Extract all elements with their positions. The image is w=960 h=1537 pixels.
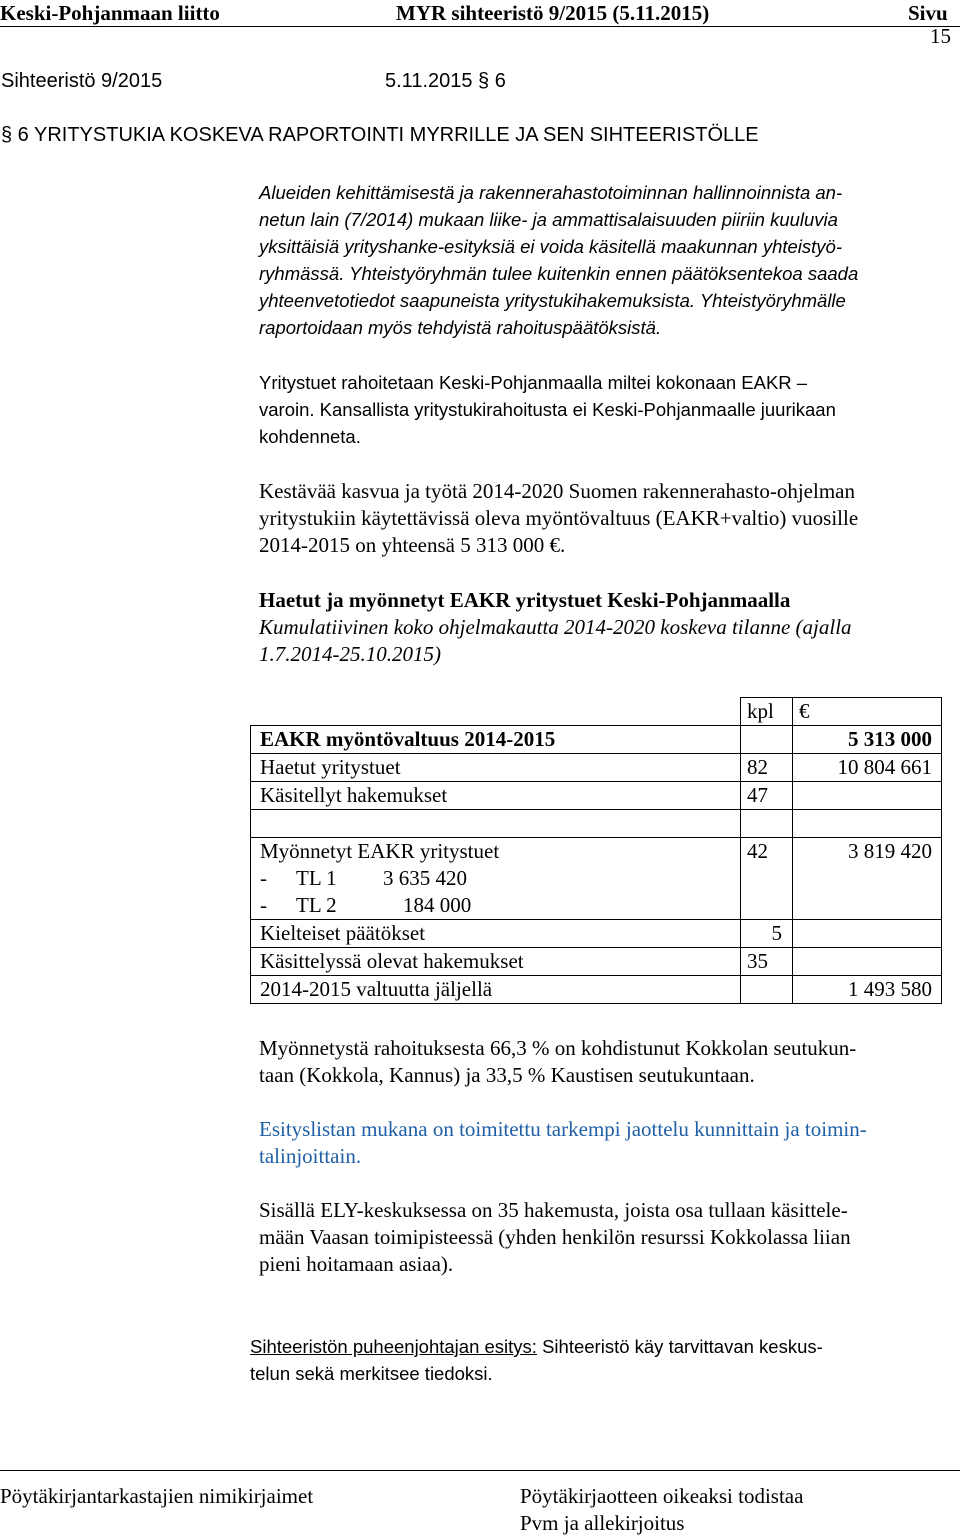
paragraph-kestavaa bbox=[259, 478, 949, 559]
section-title: § 6 YRITYSTUKIA KOSKEVA RAPORTOINTI MYRRILLE JA SEN SIHTEERISTÖLLE bbox=[1, 124, 759, 146]
text-line: talinjoittain. bbox=[259, 1144, 362, 1168]
table-subtitle: 1.7.2014-25.10.2015) bbox=[259, 642, 441, 666]
meta-right: 5.11.2015 § 6 bbox=[385, 70, 506, 92]
table-row bbox=[251, 920, 942, 948]
sub-dash: - bbox=[260, 893, 267, 917]
grant-table bbox=[250, 697, 942, 1004]
table-heading bbox=[259, 587, 949, 668]
row-kpl: 82 bbox=[741, 754, 793, 782]
table-row bbox=[251, 726, 942, 754]
text-line: taan (Kokkola, Kannus) ja 33,5 % Kaustisen seutukuntaan. bbox=[259, 1063, 755, 1087]
footer-right-line2: Pvm ja allekirjoitus bbox=[520, 1511, 685, 1535]
header-rule bbox=[0, 26, 960, 27]
row-label: EAKR myöntövaltuus 2014-2015 bbox=[251, 726, 741, 754]
text-line: raportoidaan myös tehdyistä rahoituspäätöksistä. bbox=[259, 317, 662, 338]
sub-name: TL 2 bbox=[296, 893, 337, 917]
table-header-row bbox=[251, 698, 942, 726]
row-kpl bbox=[741, 976, 793, 1004]
table-subtitle: Kumulatiivinen koko ohjelmakautta 2014-2020 koskeva tilanne (ajalla bbox=[259, 615, 852, 639]
text-line: Sisällä ELY-keskuksessa on 35 hakemusta, joista osa tullaan käsittele- bbox=[259, 1198, 848, 1222]
table-row bbox=[251, 976, 942, 1004]
sub-row bbox=[260, 865, 740, 892]
text-line: yksittäisiä yrityshanke-esityksiä ei voida käsitellä maakunnan yhteistyö- bbox=[259, 236, 843, 257]
footer-left: Pöytäkirjantarkastajien nimikirjaimet bbox=[0, 1484, 314, 1508]
row-eur bbox=[793, 810, 942, 838]
footer-rule bbox=[0, 1470, 960, 1471]
text-line: netun lain (7/2014) mukaan liike- ja ammattisalaisuuden piiriin kuuluvia bbox=[259, 209, 838, 230]
row-eur: 3 819 420 bbox=[793, 838, 942, 920]
text-line: varoin. Kansallista yritystukirahoitusta ei Keski-Pohjanmaalle juurikaan bbox=[259, 399, 836, 420]
text-line: ryhmässä. Yhteistyöryhmän tulee kuitenkin ennen päätöksentekoa saada bbox=[259, 263, 859, 284]
proposal-label: Sihteeristön puheenjohtajan esitys: bbox=[250, 1336, 537, 1357]
row-eur: 5 313 000 bbox=[793, 726, 942, 754]
row-eur: 1 493 580 bbox=[793, 976, 942, 1004]
table-row bbox=[251, 754, 942, 782]
header-doc: MYR sihteeristö 9/2015 (5.11.2015) bbox=[396, 1, 710, 25]
text-line: Alueiden kehittämisestä ja rakennerahastotoiminnan hallinnoinnista an- bbox=[259, 182, 843, 203]
header-page-label: Sivu bbox=[908, 1, 948, 25]
header-page-number: 15 bbox=[930, 24, 951, 48]
text-line: yritystukiin käytettävissä oleva myöntövaltuus (EAKR+valtio) vuosille bbox=[259, 506, 859, 530]
row-eur bbox=[793, 948, 942, 976]
text-line: Myönnetystä rahoituksesta 66,3 % on kohdistunut Kokkolan seutukun- bbox=[259, 1036, 857, 1060]
proposal-text: Sihteeristö käy tarvittavan keskus- bbox=[536, 1336, 823, 1357]
row-kpl bbox=[741, 810, 793, 838]
row-label bbox=[251, 810, 741, 838]
row-kpl bbox=[741, 726, 793, 754]
row-kpl: 5 bbox=[741, 920, 793, 948]
sub-row bbox=[260, 892, 740, 919]
table-cell bbox=[251, 698, 741, 726]
proposal bbox=[250, 1333, 950, 1387]
row-label-block bbox=[251, 838, 741, 920]
paragraph-eakr bbox=[259, 369, 949, 450]
sub-value: 184 000 bbox=[403, 893, 472, 917]
text-line: mään Vaasan toimipisteessä (yhden henkilön resurssi Kokkolassa liian bbox=[259, 1225, 851, 1249]
header-org: Keski-Pohjanmaan liitto bbox=[0, 1, 220, 25]
column-header-kpl: kpl bbox=[741, 698, 793, 726]
text-line: Kestävää kasvua ja työtä 2014-2020 Suomen rakennerahasto-ohjelman bbox=[259, 479, 855, 503]
text-line: Esityslistan mukana on toimitettu tarkempi jaottelu kunnittain ja toimin- bbox=[259, 1117, 867, 1141]
row-label: Myönnetyt EAKR yritystuet bbox=[260, 839, 500, 863]
paragraph-legal bbox=[259, 179, 949, 341]
row-eur bbox=[793, 782, 942, 810]
text-line: 2014-2015 on yhteensä 5 313 000 €. bbox=[259, 533, 566, 557]
row-eur: 10 804 661 bbox=[793, 754, 942, 782]
paragraph-distribution bbox=[259, 1035, 949, 1089]
table-row bbox=[251, 782, 942, 810]
row-eur bbox=[793, 920, 942, 948]
sub-value: 3 635 420 bbox=[383, 866, 467, 890]
row-label: Haetut yritystuet bbox=[251, 754, 741, 782]
row-kpl: 35 bbox=[741, 948, 793, 976]
sub-dash: - bbox=[260, 866, 267, 890]
row-label: Käsittelyssä olevat hakemukset bbox=[251, 948, 741, 976]
text-line: kohdenneta. bbox=[259, 426, 361, 447]
row-label: 2014-2015 valtuutta jäljellä bbox=[251, 976, 741, 1004]
table-title: Haetut ja myönnetyt EAKR yritystuet Keski-Pohjanmaalla bbox=[259, 588, 791, 612]
table-row bbox=[251, 838, 942, 920]
text-line: Yritystuet rahoitetaan Keski-Pohjanmaalla miltei kokonaan EAKR – bbox=[259, 372, 808, 393]
table-row bbox=[251, 948, 942, 976]
text-line: yhteenvetotiedot saapuneista yritystukihakemuksista. Yhteistyöryhmälle bbox=[259, 290, 846, 311]
paragraph-ely bbox=[259, 1197, 949, 1278]
footer-right-line1: Pöytäkirjaotteen oikeaksi todistaa bbox=[520, 1484, 804, 1508]
table-row bbox=[251, 810, 942, 838]
row-label: Käsitellyt hakemukset bbox=[251, 782, 741, 810]
sub-name: TL 1 bbox=[296, 866, 337, 890]
text-line: pieni hoitamaan asiaa). bbox=[259, 1252, 454, 1276]
column-header-eur: € bbox=[793, 698, 942, 726]
row-label: Kielteiset päätökset bbox=[251, 920, 741, 948]
meta-left: Sihteeristö 9/2015 bbox=[1, 70, 163, 92]
row-kpl: 47 bbox=[741, 782, 793, 810]
paragraph-attachment-note bbox=[259, 1116, 949, 1170]
row-kpl: 42 bbox=[741, 838, 793, 920]
proposal-text: telun sekä merkitsee tiedoksi. bbox=[250, 1363, 493, 1384]
